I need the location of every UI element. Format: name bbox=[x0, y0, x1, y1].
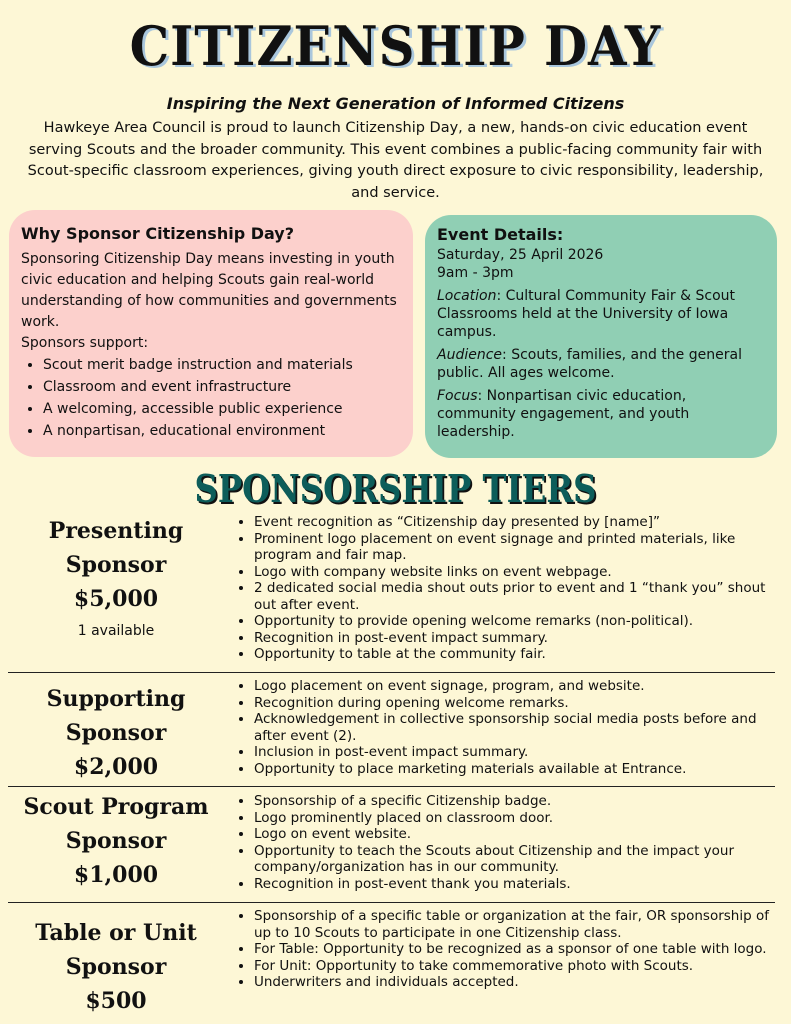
tier-name: Table or Unit Sponsor bbox=[35, 920, 197, 980]
intro-paragraph: Hawkeye Area Council is proud to launch Citizenship Day, a new, hands-on civic education event serving Scouts and the broader community. This event combines a public-facing community fair with Scout-specific classroom experiences, giving youth direct exposure to civic responsibility, leadership, and service. bbox=[27, 120, 764, 201]
sponsors-support-label: Sponsors support: bbox=[21, 335, 149, 351]
audience-label: Audience bbox=[437, 347, 503, 363]
list-item: • Event recognition as “Citizenship day presented by [name]” bbox=[254, 514, 781, 531]
tier-name: Supporting Sponsor bbox=[46, 686, 186, 746]
tier-price: $500 bbox=[85, 988, 147, 1014]
list-item: • Underwriters and individuals accepted. bbox=[254, 974, 781, 991]
tier-price: $1,000 bbox=[73, 862, 159, 888]
event-audience: Audience: Scouts, families, and the general public. All ages welcome. bbox=[437, 347, 742, 381]
tiers-title: SPONSORSHIP TIERS bbox=[194, 466, 597, 511]
list-item: • For Table: Opportunity to be recognized as a sponsor of one table with logo. bbox=[254, 941, 781, 958]
list-item: • Recognition in post-event impact summary. bbox=[254, 630, 781, 647]
list-item: • Logo prominently placed on classroom door. bbox=[254, 810, 781, 827]
list-item: • Logo with company website links on event webpage. bbox=[254, 564, 781, 581]
event-date: Saturday, 25 April 2026 bbox=[437, 247, 604, 263]
list-item: • Sponsorship of a specific table or organization at the fair, OR sponsorship of up to 10 Scouts to participate in one Citizenship class. bbox=[254, 908, 781, 941]
list-item: • For Unit: Opportunity to take commemorative photo with Scouts. bbox=[254, 958, 781, 975]
page-title: CITIZENSHIP DAY bbox=[129, 14, 662, 78]
tier-benefits bbox=[236, 908, 781, 991]
list-item: • Classroom and event infrastructure bbox=[43, 376, 401, 398]
list-item: • Inclusion in post-event impact summary. bbox=[254, 744, 781, 761]
event-time: 9am - 3pm bbox=[437, 265, 514, 281]
tier-name: Presenting Sponsor bbox=[48, 518, 184, 578]
tier-name: Scout Program bbox=[23, 794, 209, 820]
tier-benefits bbox=[236, 514, 781, 663]
list-item: • 2 dedicated social media shout outs prior to event and 1 “thank you” shout out after event. bbox=[254, 580, 781, 613]
list-item: • Acknowledgement in collective sponsorship social media posts before and after event (2). bbox=[254, 711, 781, 744]
list-item: • Opportunity to teach the Scouts about Citizenship and the impact your company/organization has in our community. bbox=[254, 843, 781, 876]
divider bbox=[8, 902, 775, 903]
support-list bbox=[21, 354, 401, 442]
why-sponsor-box bbox=[9, 210, 413, 457]
subtitle: Inspiring the Next Generation of Informed Citizens bbox=[166, 94, 625, 113]
list-item: • Logo placement on event signage, program, and website. bbox=[254, 678, 781, 695]
tier-benefits bbox=[236, 793, 781, 892]
location-label: Location bbox=[437, 288, 497, 304]
event-details-box bbox=[425, 215, 777, 458]
event-focus: Focus: Nonpartisan civic education, community engagement, and youth leadership. bbox=[437, 388, 690, 440]
why-heading: Why Sponsor Citizenship Day? bbox=[21, 224, 295, 243]
list-item: • Prominent logo placement on event signage and printed materials, like program and fair map. bbox=[254, 531, 781, 564]
list-item: • A nonpartisan, educational environment bbox=[43, 420, 401, 442]
divider bbox=[8, 672, 775, 673]
tier-price: $5,000 bbox=[73, 586, 159, 612]
list-item: • Opportunity to table at the community fair. bbox=[254, 646, 781, 663]
list-item: • Scout merit badge instruction and materials bbox=[43, 354, 401, 376]
list-item: • A welcoming, accessible public experience bbox=[43, 398, 401, 420]
why-body-text: Sponsoring Citizenship Day means investing in youth civic education and helping Scouts gain real-world understanding of how communities and governments work. bbox=[21, 251, 397, 330]
list-item: • Logo on event website. bbox=[254, 826, 781, 843]
list-item: • Recognition during opening welcome remarks. bbox=[254, 695, 781, 712]
list-item: • Opportunity to place marketing materials available at Entrance. bbox=[254, 761, 781, 778]
tier-price: $2,000 bbox=[73, 754, 159, 780]
event-location: Location: Cultural Community Fair & Scout Classrooms held at the University of Iowa campus. bbox=[437, 288, 736, 340]
list-item: • Opportunity to provide opening welcome remarks (non-political). bbox=[254, 613, 781, 630]
list-item: • Sponsorship of a specific Citizenship badge. bbox=[254, 793, 781, 810]
event-heading: Event Details: bbox=[437, 225, 564, 244]
divider bbox=[8, 786, 775, 787]
tier-availability: 1 available bbox=[77, 623, 155, 639]
tier-name: Sponsor bbox=[65, 828, 167, 854]
focus-label: Focus bbox=[437, 388, 478, 404]
list-item: • Recognition in post-event thank you materials. bbox=[254, 876, 781, 893]
tier-benefits bbox=[236, 678, 781, 777]
